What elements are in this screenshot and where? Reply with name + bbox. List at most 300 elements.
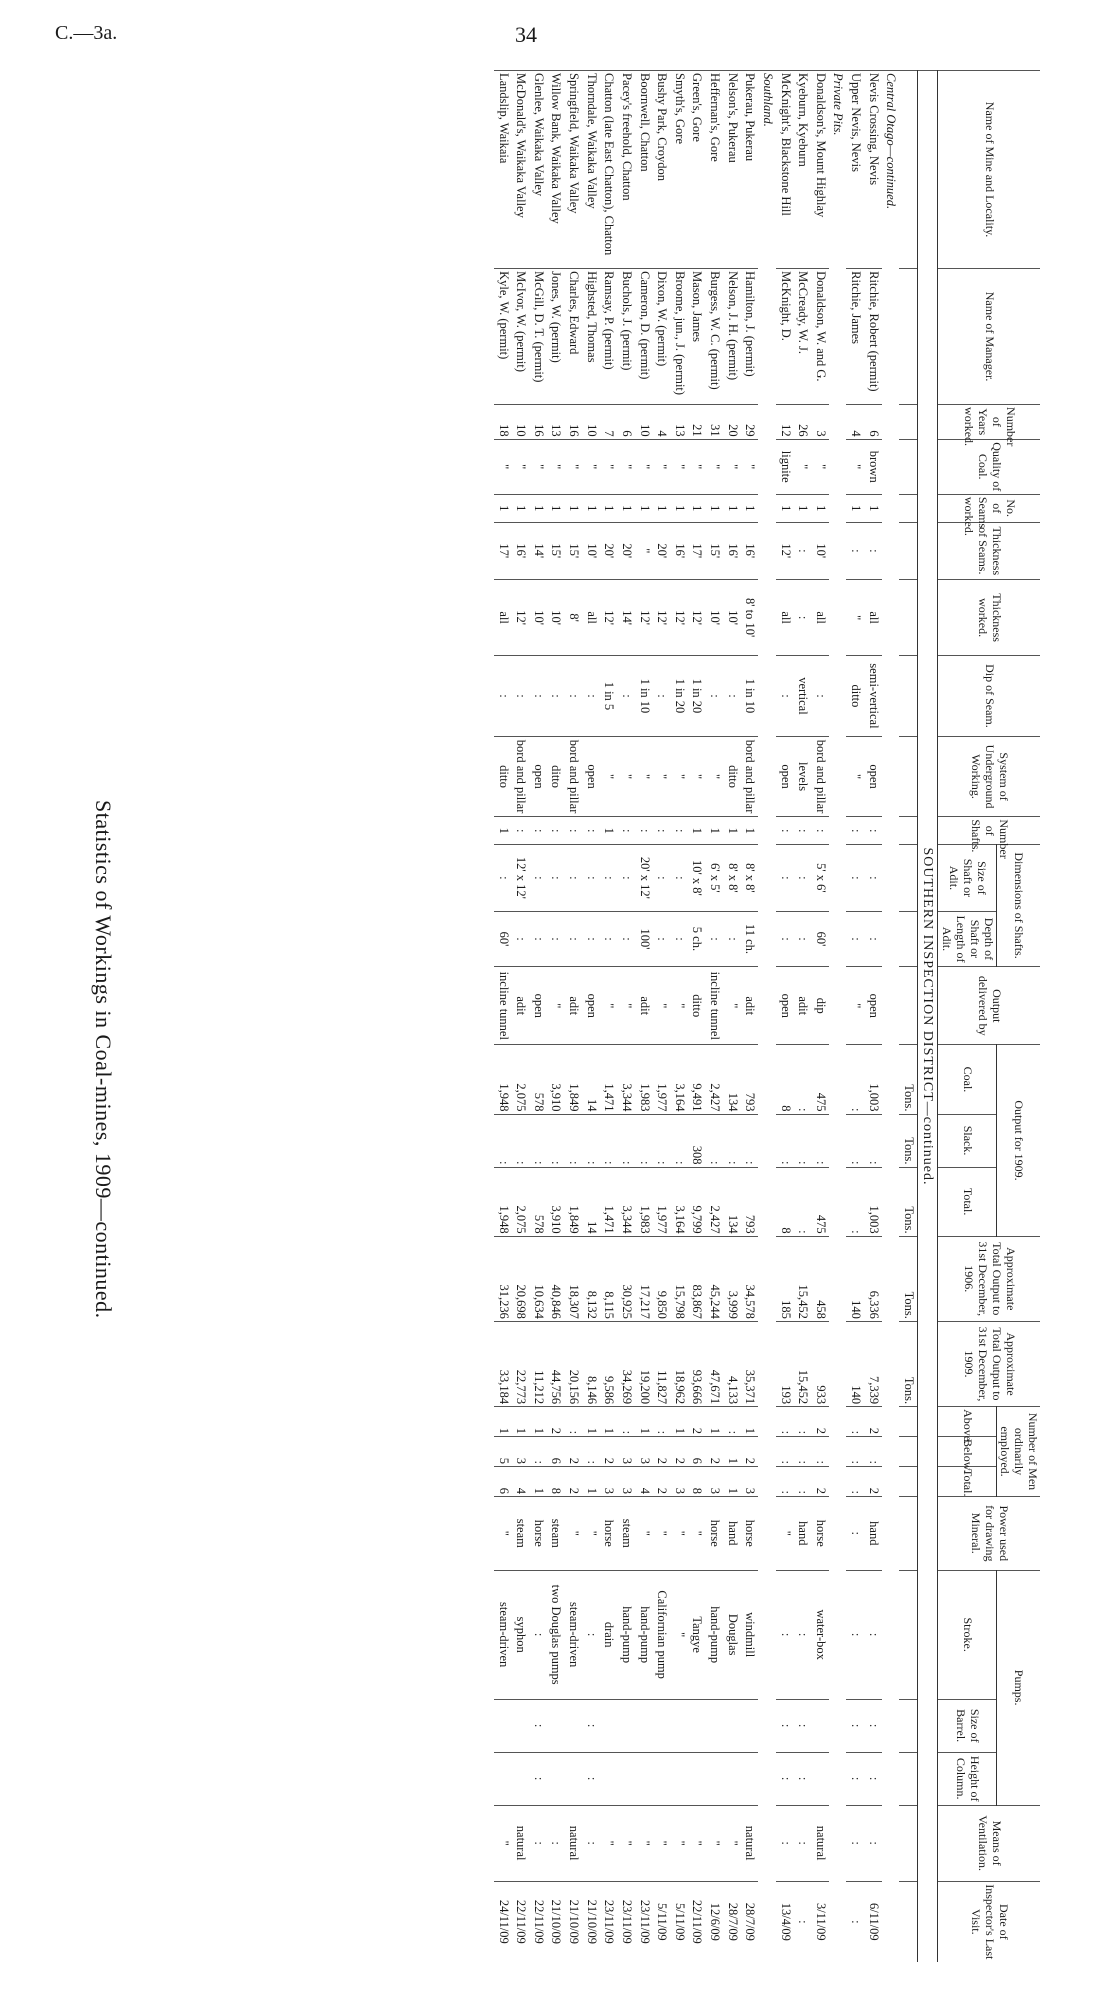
cell-mine: Bushy Park, Croydon — [653, 71, 671, 269]
cell-total: 8 — [776, 1167, 794, 1236]
cell-worked: : — [794, 580, 812, 656]
cell-thick: 17' — [494, 522, 512, 580]
cell-total: 793 — [741, 1167, 759, 1236]
col-total-1909: Approximate Total Output to 31st December, 1909. — [938, 1321, 1040, 1406]
cell-shafts: : — [864, 817, 882, 845]
cell-stroke: : — [529, 1570, 547, 1699]
cell-slack: : — [512, 1114, 530, 1167]
cell-depth: : — [529, 911, 547, 966]
col-coal: Coal. — [938, 1045, 996, 1114]
cell-stroke: water-box — [811, 1570, 829, 1699]
coal-mines-statistics-table — [494, 70, 1040, 1962]
cell-delivered: open — [582, 967, 600, 1045]
cell-t1909: 4,133 — [723, 1321, 741, 1406]
col-shaft-size: Size of Shaft or Adit. — [938, 845, 996, 912]
cell-depth: : — [547, 911, 565, 966]
cell-slack: : — [653, 1114, 671, 1167]
col-seams-thick: Thickness of Seams. — [938, 522, 1040, 580]
cell-quality: brown — [864, 439, 882, 494]
cell-t1909: 9,586 — [600, 1321, 618, 1406]
col-total: Total. — [938, 1167, 996, 1236]
cell-mine: Pacey's freehold, Chatton — [617, 71, 635, 269]
cell-shafts: 1 — [688, 817, 706, 845]
cell-visit: 28/7/09 — [723, 1881, 741, 1962]
cell-shafts: : — [547, 817, 565, 845]
cell-slack: : — [776, 1114, 794, 1167]
cell-visit: 5/11/09 — [653, 1881, 671, 1962]
cell-seams: 1 — [811, 494, 829, 522]
cell-visit: 22/11/09 — [529, 1881, 547, 1962]
cell-vent: " — [688, 1805, 706, 1881]
cell-system: open — [529, 736, 547, 817]
cell-worked: 14' — [617, 580, 635, 656]
unit-cell — [899, 439, 917, 494]
group-label: Central Otago—continued. — [882, 71, 900, 1963]
cell-thick: 16' — [512, 522, 530, 580]
cell-total: 1,849 — [564, 1167, 582, 1236]
cell-years: 21 — [688, 405, 706, 440]
group-row — [829, 71, 847, 1963]
cell-worked: 12' — [600, 580, 618, 656]
cell-coal: 1,003 — [864, 1045, 882, 1114]
cell-dip: : — [582, 656, 600, 737]
cell-power: horse — [741, 1496, 759, 1570]
cell-system: ditto — [494, 736, 512, 817]
cell-t1909: 44,756 — [547, 1321, 565, 1406]
cell-system: open — [582, 736, 600, 817]
cell-delivered: " — [653, 967, 671, 1045]
cell-vent: : — [529, 1805, 547, 1881]
cell-depth: : — [846, 911, 864, 966]
cell-depth: : — [723, 911, 741, 966]
cell-manager: Jones, W. (permit) — [547, 269, 565, 405]
cell-size: : — [653, 845, 671, 912]
table-body — [494, 71, 938, 1963]
cell-manager: Nelson, J. H. (permit) — [723, 269, 741, 405]
cell-t1906: 185 — [776, 1236, 794, 1321]
cell-visit: : — [846, 1881, 864, 1962]
cell-seams: 1 — [653, 494, 671, 522]
cell-worked: 12' — [688, 580, 706, 656]
col-column: Height of Column. — [938, 1752, 996, 1805]
cell-system: bord and pillar — [741, 736, 759, 817]
cell-column — [600, 1752, 618, 1805]
table-row — [688, 71, 706, 1963]
group-row — [882, 71, 900, 1963]
cell-power: " — [776, 1496, 794, 1570]
cell-shafts: : — [564, 817, 582, 845]
cell-size: : — [794, 845, 812, 912]
cell-shafts: 1 — [600, 817, 618, 845]
cell-coal: 475 — [811, 1045, 829, 1114]
cell-total: : — [794, 1167, 812, 1236]
cell-slack: : — [723, 1114, 741, 1167]
cell-shafts: : — [811, 817, 829, 845]
unit-cell — [899, 736, 917, 817]
table-row — [582, 71, 600, 1963]
col-below: Below. — [938, 1437, 996, 1467]
group-label: Southland. — [758, 71, 776, 1963]
cell-column — [741, 1752, 759, 1805]
cell-visit: 5/11/09 — [670, 1881, 688, 1962]
cell-seams: 1 — [547, 494, 565, 522]
cell-dip: ditto — [846, 656, 864, 737]
col-shafts-no: Number of Shafts. — [938, 817, 1040, 845]
cell-mine: McDonald's, Waikaka Valley — [512, 71, 530, 269]
col-barrel: Size of Barrel. — [938, 1699, 996, 1752]
cell-seams: 1 — [688, 494, 706, 522]
table-row — [776, 71, 794, 1963]
cell-years: 13 — [547, 405, 565, 440]
table-row — [635, 71, 653, 1963]
document-code: C.—3a. — [55, 22, 118, 44]
cell-coal: 2,427 — [705, 1045, 723, 1114]
cell-vent: : — [582, 1805, 600, 1881]
cell-power: hand — [794, 1496, 812, 1570]
cell-slack: : — [864, 1114, 882, 1167]
table-row — [846, 71, 864, 1963]
cell-total: 1,977 — [653, 1167, 671, 1236]
cell-size: : — [670, 845, 688, 912]
cell-visit: 21/10/09 — [564, 1881, 582, 1962]
cell-seams: 1 — [529, 494, 547, 522]
cell-seams: 1 — [723, 494, 741, 522]
cell-dip: : — [564, 656, 582, 737]
cell-visit: 22/11/09 — [688, 1881, 706, 1962]
cell-size: : — [582, 845, 600, 912]
cell-years: 3 — [811, 405, 829, 440]
cell-delivered: dip — [811, 967, 829, 1045]
cell-system: " — [688, 736, 706, 817]
cell-system: " — [617, 736, 635, 817]
cell-total: 3,910 — [547, 1167, 565, 1236]
cell-barrel — [635, 1699, 653, 1752]
cell-shafts: : — [635, 817, 653, 845]
cell-column — [564, 1752, 582, 1805]
unit-cell — [899, 71, 917, 269]
cell-quality: " — [512, 439, 530, 494]
cell-years: 29 — [741, 405, 759, 440]
cell-column — [617, 1752, 635, 1805]
cell-quality: " — [600, 439, 618, 494]
cell-stroke: : — [794, 1570, 812, 1699]
cell-slack: : — [670, 1114, 688, 1167]
cell-barrel — [600, 1699, 618, 1752]
cell-dip: : — [617, 656, 635, 737]
cell-mine: Heffernan's, Gore — [705, 71, 723, 269]
cell-below: 1 — [723, 1437, 741, 1467]
cell-vent: " — [600, 1805, 618, 1881]
cell-worked: 10' — [723, 580, 741, 656]
cell-stroke: : — [864, 1570, 882, 1699]
cell-delivered: incline tunnel — [494, 967, 512, 1045]
district-heading: SOUTHERN INSPECTION DISTRICT—continued. — [917, 71, 938, 1963]
cell-quality: " — [635, 439, 653, 494]
cell-size: 8' x 8' — [723, 845, 741, 912]
cell-system: " — [653, 736, 671, 817]
cell-shafts: : — [529, 817, 547, 845]
cell-dip: : — [723, 656, 741, 737]
cell-mine: Springfield, Waikaka Valley — [564, 71, 582, 269]
cell-stroke: hand-pump — [617, 1570, 635, 1699]
table-row — [723, 71, 741, 1963]
cell-delivered: incline tunnel — [705, 967, 723, 1045]
cell-barrel — [512, 1699, 530, 1752]
cell-slack: : — [617, 1114, 635, 1167]
cell-thick: 10' — [811, 522, 829, 580]
cell-vent: " — [723, 1805, 741, 1881]
unit-cell — [899, 1466, 917, 1496]
cell-delivered: " — [846, 967, 864, 1045]
cell-dip: : — [705, 656, 723, 737]
cell-t1906: 18,307 — [564, 1236, 582, 1321]
cell-above: 1 — [600, 1407, 618, 1437]
cell-slack: : — [794, 1114, 812, 1167]
cell-t1906: 20,698 — [512, 1236, 530, 1321]
cell-quality: lignite — [776, 439, 794, 494]
cell-visit: 28/7/09 — [741, 1881, 759, 1962]
unit-cell — [899, 911, 917, 966]
cell-stroke: " — [670, 1570, 688, 1699]
cell-mine: McKnight's, Blackstone Hill — [776, 71, 794, 269]
cell-worked: 10' — [547, 580, 565, 656]
cell-quality: " — [564, 439, 582, 494]
unit-cell — [899, 405, 917, 440]
cell-slack: : — [846, 1114, 864, 1167]
cell-total: 2,075 — [512, 1167, 530, 1236]
cell-vent: : — [864, 1805, 882, 1881]
cell-t1906: 9,850 — [653, 1236, 671, 1321]
unit-cell — [899, 1752, 917, 1805]
cell-quality: " — [617, 439, 635, 494]
cell-column — [547, 1752, 565, 1805]
cell-above: 1 — [741, 1407, 759, 1437]
cell-vent: : — [547, 1805, 565, 1881]
cell-size: : — [564, 845, 582, 912]
cell-barrel: : — [582, 1699, 600, 1752]
cell-total: 475 — [811, 1167, 829, 1236]
cell-coal: 3,164 — [670, 1045, 688, 1114]
cell-quality: " — [547, 439, 565, 494]
cell-years: 18 — [494, 405, 512, 440]
cell-slack: : — [494, 1114, 512, 1167]
cell-visit: 6/11/09 — [864, 1881, 882, 1962]
cell-seams: 1 — [864, 494, 882, 522]
cell-t1909: 11,827 — [653, 1321, 671, 1406]
cell-t1909: 20,156 — [564, 1321, 582, 1406]
cell-thick: 20' — [600, 522, 618, 580]
cell-column — [653, 1752, 671, 1805]
cell-size: 12' x 12' — [512, 845, 530, 912]
col-ventilation: Means of Ventilation. — [938, 1805, 1040, 1881]
cell-t1906: 45,244 — [705, 1236, 723, 1321]
cell-column: : — [846, 1752, 864, 1805]
cell-column — [494, 1752, 512, 1805]
cell-mine: Upper Nevis, Nevis — [846, 71, 864, 269]
cell-below: : — [794, 1437, 812, 1467]
cell-manager: Kyle, W. (permit) — [494, 269, 512, 405]
cell-vent: " — [494, 1805, 512, 1881]
col-manager: Name of Manager. — [938, 269, 1040, 405]
cell-system: " — [635, 736, 653, 817]
cell-depth: : — [705, 911, 723, 966]
unit-cell — [899, 1570, 917, 1699]
cell-barrel — [670, 1699, 688, 1752]
cell-shafts: : — [582, 817, 600, 845]
cell-vent: natural — [741, 1805, 759, 1881]
cell-vent: : — [846, 1805, 864, 1881]
table-row — [529, 71, 547, 1963]
table-row — [705, 71, 723, 1963]
cell-seams: 1 — [794, 494, 812, 522]
cell-seams: 1 — [846, 494, 864, 522]
group-label: Private Pits. — [829, 71, 847, 1963]
cell-men: 2 — [564, 1466, 582, 1496]
cell-thick: 16' — [741, 522, 759, 580]
cell-mine: Willow Bank, Waikaka Valley — [547, 71, 565, 269]
cell-manager: McCready, W. J. — [794, 269, 812, 405]
cell-shafts: : — [512, 817, 530, 845]
cell-dip: semi-vertical — [864, 656, 882, 737]
cell-slack: : — [564, 1114, 582, 1167]
cell-total: 2,427 — [705, 1167, 723, 1236]
cell-system: bord and pillar — [564, 736, 582, 817]
cell-mine: Pukerau, Pukerau — [741, 71, 759, 269]
cell-worked: 10' — [529, 580, 547, 656]
cell-worked: all — [811, 580, 829, 656]
cell-t1909: 11,212 — [529, 1321, 547, 1406]
cell-years: 6 — [864, 405, 882, 440]
cell-column: : — [864, 1752, 882, 1805]
unit-cell — [899, 656, 917, 737]
unit-cell — [899, 1699, 917, 1752]
cell-t1909: 47,671 — [705, 1321, 723, 1406]
cell-vent: " — [653, 1805, 671, 1881]
cell-column — [635, 1752, 653, 1805]
cell-coal: 1,977 — [653, 1045, 671, 1114]
cell-manager: Cameron, D. (permit) — [635, 269, 653, 405]
cell-system: levels — [794, 736, 812, 817]
cell-total: 1,948 — [494, 1167, 512, 1236]
cell-stroke: two Douglas pumps — [547, 1570, 565, 1699]
cell-seams: 1 — [705, 494, 723, 522]
cell-size: 5' x 6' — [811, 845, 829, 912]
cell-vent: : — [794, 1805, 812, 1881]
cell-below: 3 — [617, 1437, 635, 1467]
unit-cell — [899, 1496, 917, 1570]
cell-coal: 2,075 — [512, 1045, 530, 1114]
cell-t1909: 22,773 — [512, 1321, 530, 1406]
cell-above: 2 — [688, 1407, 706, 1437]
cell-below: 5 — [494, 1437, 512, 1467]
unit-cell — [899, 845, 917, 912]
cell-manager: McIvor, W. (permit) — [512, 269, 530, 405]
cell-years: 13 — [670, 405, 688, 440]
cell-barrel: : — [529, 1699, 547, 1752]
cell-barrel — [564, 1699, 582, 1752]
cell-slack: : — [705, 1114, 723, 1167]
cell-below: 2 — [741, 1437, 759, 1467]
cell-delivered: " — [617, 967, 635, 1045]
table-row — [494, 71, 512, 1963]
cell-thick: 16' — [670, 522, 688, 580]
cell-size: 6' x 5' — [705, 845, 723, 912]
cell-t1906: 15,452 — [794, 1236, 812, 1321]
cell-slack: : — [582, 1114, 600, 1167]
cell-men: 2 — [864, 1466, 882, 1496]
cell-depth: : — [794, 911, 812, 966]
cell-depth: 60' — [811, 911, 829, 966]
cell-above: : — [617, 1407, 635, 1437]
cell-above: : — [564, 1407, 582, 1437]
cell-dip: 1 in 20 — [670, 656, 688, 737]
cell-stroke: windmill — [741, 1570, 759, 1699]
unit-cell — [899, 1805, 917, 1881]
unit-cell — [899, 1437, 917, 1467]
cell-vent: " — [670, 1805, 688, 1881]
cell-system: open — [864, 736, 882, 817]
cell-seams: 1 — [776, 494, 794, 522]
table-row — [670, 71, 688, 1963]
cell-above: 1 — [670, 1407, 688, 1437]
col-mine: Name of Mine and Locality. — [938, 71, 1040, 269]
cell-manager: Buchols, J. (permit) — [617, 269, 635, 405]
cell-depth: 60' — [494, 911, 512, 966]
cell-size: : — [617, 845, 635, 912]
cell-quality: " — [846, 439, 864, 494]
cell-manager: Ramsay, P. (permit) — [600, 269, 618, 405]
cell-manager: Broome, jun., J. (permit) — [670, 269, 688, 405]
cell-quality: " — [670, 439, 688, 494]
cell-vent: natural — [512, 1805, 530, 1881]
cell-slack: 308 — [688, 1114, 706, 1167]
cell-delivered: " — [723, 967, 741, 1045]
cell-t1906: 8,115 — [600, 1236, 618, 1321]
cell-barrel — [705, 1699, 723, 1752]
cell-depth: : — [670, 911, 688, 966]
cell-thick: : — [846, 522, 864, 580]
cell-dip: 1 in 5 — [600, 656, 618, 737]
cell-total: 9,799 — [688, 1167, 706, 1236]
cell-dip: 1 in 10 — [741, 656, 759, 737]
cell-men: 1 — [723, 1466, 741, 1496]
units-row — [899, 71, 917, 1963]
cell-stroke: hand-pump — [635, 1570, 653, 1699]
cell-column: : — [582, 1752, 600, 1805]
cell-visit: 23/11/09 — [600, 1881, 618, 1962]
col-shaft-depth: Depth of Shaft or Length of Adit. — [938, 911, 996, 966]
cell-coal: 8 — [776, 1045, 794, 1114]
cell-thick: " — [635, 522, 653, 580]
cell-quality: " — [653, 439, 671, 494]
cell-below: : — [582, 1437, 600, 1467]
cell-below: 3 — [512, 1437, 530, 1467]
cell-column — [705, 1752, 723, 1805]
cell-above: : — [776, 1407, 794, 1437]
cell-thick: 15' — [564, 522, 582, 580]
cell-shafts: : — [617, 817, 635, 845]
unit-cell: Tons. — [899, 1114, 917, 1167]
col-years: Number of Years worked. — [938, 405, 1040, 440]
group-row — [758, 71, 776, 1963]
cell-thick: : — [864, 522, 882, 580]
cell-stroke: drain — [600, 1570, 618, 1699]
cell-men: 3 — [741, 1466, 759, 1496]
table-row — [564, 71, 582, 1963]
cell-power: " — [670, 1496, 688, 1570]
cell-years: 4 — [653, 405, 671, 440]
cell-size: : — [864, 845, 882, 912]
